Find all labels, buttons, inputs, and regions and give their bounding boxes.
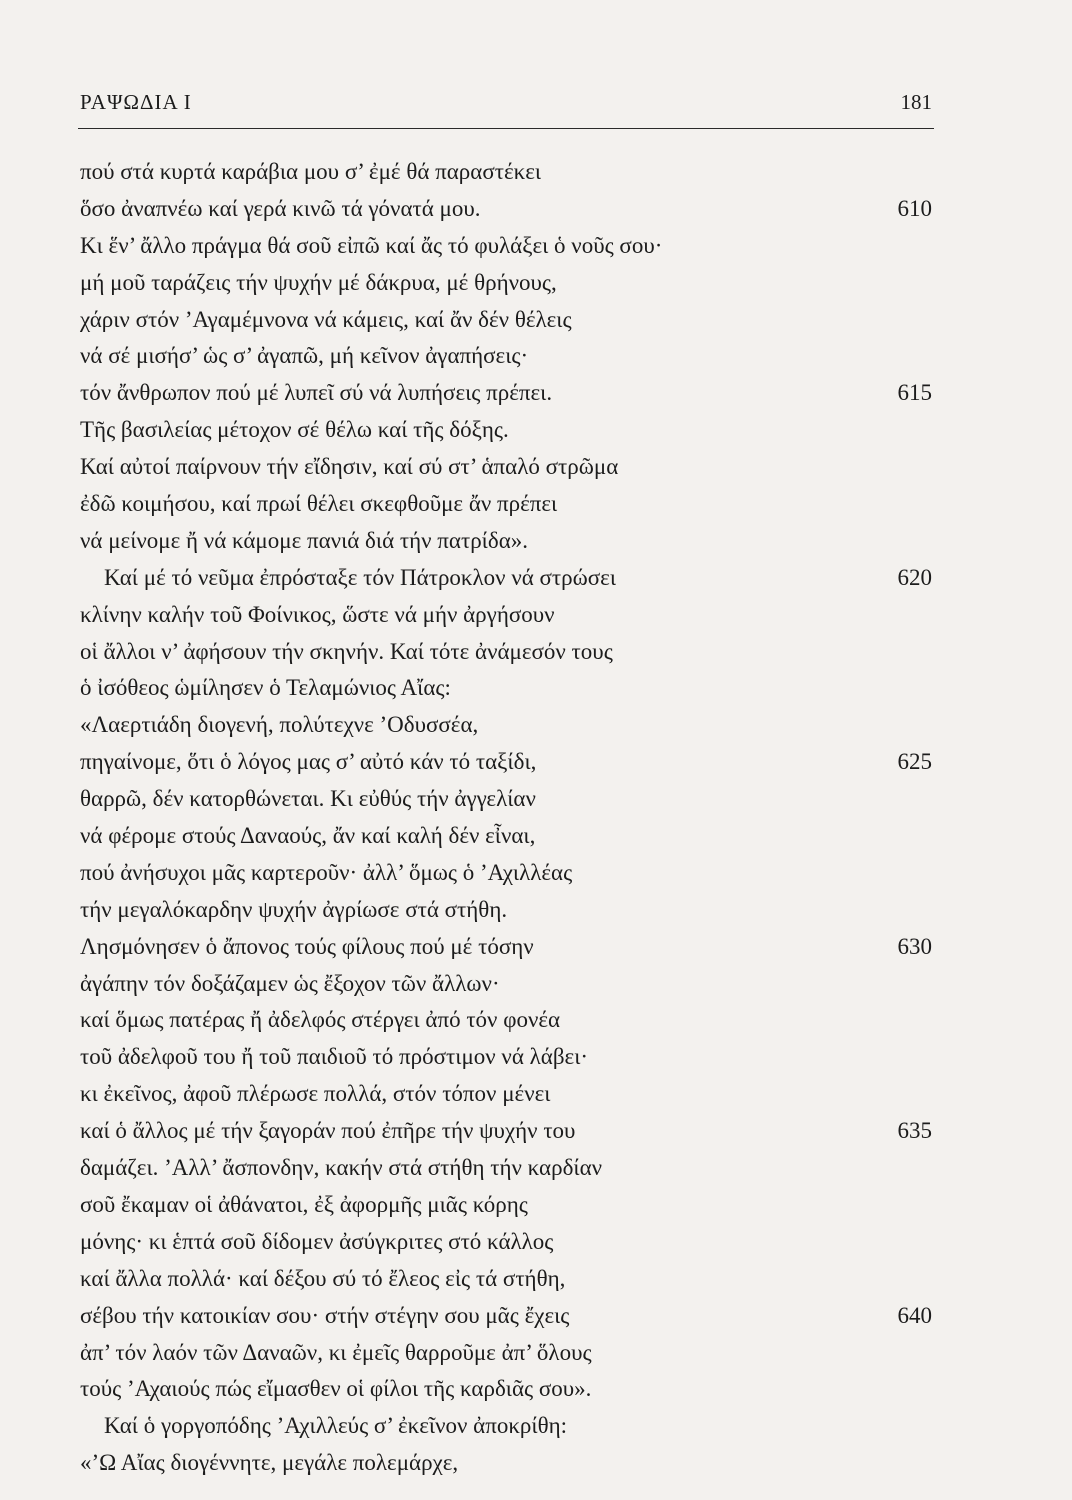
verse-line [80, 1298, 932, 1335]
verse-line [80, 449, 932, 486]
running-header [80, 90, 932, 122]
verse-text [80, 154, 932, 1482]
verse-line-text: δαμάζει. ’Αλλ’ ἄσπονδην, κακήν στά στήθη τήν καρδίαν [80, 1155, 603, 1181]
verse-line [80, 597, 932, 634]
verse-line-text: «’Ω Αἴας διογέννητε, μεγάλε πολεμάρχε, [80, 1450, 459, 1476]
header-rule [78, 128, 934, 129]
line-number: 630 [897, 933, 932, 959]
verse-line-text: Κι ἕν’ ἄλλο πράγμα θά σοῦ εἰπῶ καί ἄς τό φυλάξει ὁ νοῦς σου· [80, 232, 663, 258]
verse-line [80, 892, 932, 929]
verse-line [80, 486, 932, 523]
line-number: 615 [897, 380, 932, 406]
verse-line-text: τόν ἄνθρωπον πού μέ λυπεῖ σύ νά λυπήσεις πρέπει. [80, 380, 553, 406]
verse-line-text: τοῦ ἀδελφοῦ του ἤ τοῦ παιδιοῦ τό πρόστιμον νά λάβει· [80, 1044, 589, 1070]
verse-line [80, 634, 932, 671]
verse-line-text: ἀπ’ τόν λαόν τῶν Δαναῶν, κι ἐμεῖς θαρροῦμε ἀπ’ ὅλους [80, 1339, 592, 1365]
verse-line [80, 1076, 932, 1113]
verse-line-text: πηγαίνομε, ὅτι ὁ λόγος μας σ’ αὐτό κάν τό ταξίδι, [80, 749, 537, 775]
verse-line-text: ἐδῶ κοιμήσου, καί πρωί θέλει σκεφθοῦμε ἄν πρέπει [80, 491, 558, 517]
verse-line-text: καί ὅμως πατέρας ἤ ἀδελφός στέργει ἀπό τόν φονέα [80, 1007, 561, 1033]
verse-line [80, 523, 932, 560]
verse-line-text: Καί ὁ γοργοπόδης ’Αχιλλεύς σ’ ἐκεῖνον ἀποκρίθη: [104, 1413, 568, 1439]
verse-line-text: νά σέ μισήσ’ ὡς σ’ ἀγαπῶ, μή κεῖνον ἀγαπήσεις· [80, 343, 529, 369]
verse-line [80, 1335, 932, 1372]
verse-line-text: νά μείνομε ἤ νά κάμομε πανιά διά τήν πατρίδα». [80, 527, 529, 553]
verse-line [80, 191, 932, 228]
verse-line [80, 338, 932, 375]
verse-line [80, 1371, 932, 1408]
verse-line [80, 1002, 932, 1039]
verse-line [80, 1224, 932, 1261]
verse-line-text: Λησμόνησεν ὁ ἄπονος τούς φίλους πού μέ τόσην [80, 933, 534, 959]
verse-line-text: ἀγάπην τόν δοξάζαμεν ὡς ἔξοχον τῶν ἄλλων· [80, 970, 500, 996]
verse-line [80, 560, 932, 597]
line-number: 625 [897, 749, 932, 775]
verse-line-text: πού ἀνήσυχοι μᾶς καρτεροῦν· ἀλλ’ ὅμως ὁ ’Αχιλλέας [80, 859, 573, 885]
verse-line-text: καί ἄλλα πολλά· καί δέξου σύ τό ἔλεος εἰς τά στήθη, [80, 1265, 566, 1291]
page-number: 181 [900, 90, 932, 114]
verse-line [80, 966, 932, 1003]
verse-line-text: Τῆς βασιλείας μέτοχον σέ θέλω καί τῆς δόξης. [80, 417, 509, 443]
verse-line-text: νά φέρομε στούς Δαναούς, ἄν καί καλή δέν εἶναι, [80, 823, 536, 849]
verse-line [80, 302, 932, 339]
verse-line-text: καί ὁ ἄλλος μέ τήν ξαγοράν πού ἐπῆρε τήν ψυχήν του [80, 1118, 576, 1144]
verse-line [80, 154, 932, 191]
verse-line [80, 1150, 932, 1187]
verse-line [80, 744, 932, 781]
verse-line-text: ὅσο ἀναπνέω καί γερά κινῶ τά γόνατά μου. [80, 195, 481, 221]
line-number: 610 [897, 195, 932, 221]
verse-line-text: πού στά κυρτά καράβια μου σ’ ἐμέ θά παραστέκει [80, 159, 542, 184]
verse-line-text: θαρρῶ, δέν κατορθώνεται. Κι εὐθύς τήν ἀγγελίαν [80, 786, 536, 812]
chapter-title: ΡΑΨΩΔΙΑ Ι [80, 90, 192, 114]
verse-line [80, 1408, 932, 1445]
verse-line [80, 670, 932, 707]
verse-line-text: Καί αὐτοί παίρνουν τήν εἴδησιν, καί σύ στ’ ἁπαλό στρῶμα [80, 454, 619, 480]
verse-line [80, 265, 932, 302]
verse-line [80, 1445, 932, 1482]
verse-line [80, 781, 932, 818]
verse-line-text: τούς ’Αχαιούς πώς εἴμασθεν οἱ φίλοι τῆς καρδιᾶς σου». [80, 1376, 592, 1402]
verse-line [80, 375, 932, 412]
verse-line-text: κι ἐκεῖνος, ἀφοῦ πλέρωσε πολλά, στόν τόπον μένει [80, 1081, 551, 1107]
verse-line [80, 1113, 932, 1150]
verse-line-text: τήν μεγαλόκαρδην ψυχήν ἀγρίωσε στά στήθη. [80, 896, 508, 922]
verse-line [80, 707, 932, 744]
verse-line [80, 1039, 932, 1076]
line-number: 620 [897, 564, 932, 590]
verse-line-text: οἱ ἄλλοι ν’ ἀφήσουν τήν σκηνήν. Καί τότε ἀνάμεσόν τους [80, 638, 613, 664]
line-number: 635 [897, 1118, 932, 1144]
verse-line [80, 929, 932, 966]
verse-line-text: μόνης· κι ἑπτά σοῦ δίδομεν ἀσύγκριτες στό κάλλος [80, 1228, 554, 1254]
verse-line [80, 412, 932, 449]
verse-line [80, 228, 932, 265]
verse-line-text: χάριν στόν ’Αγαμέμνονα νά κάμεις, καί ἄν δέν θέλεις [80, 306, 572, 332]
verse-line-text: κλίνην καλήν τοῦ Φοίνικος, ὥστε νά μήν ἀργήσουν [80, 601, 555, 627]
line-number: 640 [897, 1302, 932, 1328]
verse-line [80, 1261, 932, 1298]
verse-line [80, 1187, 932, 1224]
verse-line-text: ὁ ἰσόθεος ὡμίλησεν ὁ Τελαμώνιος Αἴας: [80, 675, 451, 701]
verse-line-text: μή μοῦ ταράζεις τήν ψυχήν μέ δάκρυα, μέ θρήνους, [80, 269, 557, 295]
verse-line-text: σοῦ ἔκαμαν οἱ ἀθάνατοι, ἐξ ἀφορμῆς μιᾶς κόρης [80, 1191, 528, 1217]
verse-line-text: Καί μέ τό νεῦμα ἐπρόσταξε τόν Πάτροκλον νά στρώσει [104, 564, 617, 590]
verse-line-text: «Λαερτιάδη διογενή, πολύτεχνε ’Οδυσσέα, [80, 712, 479, 738]
verse-line [80, 855, 932, 892]
verse-line-text: σέβου τήν κατοικίαν σου· στήν στέγην σου μᾶς ἔχεις [80, 1302, 570, 1328]
verse-line [80, 818, 932, 855]
